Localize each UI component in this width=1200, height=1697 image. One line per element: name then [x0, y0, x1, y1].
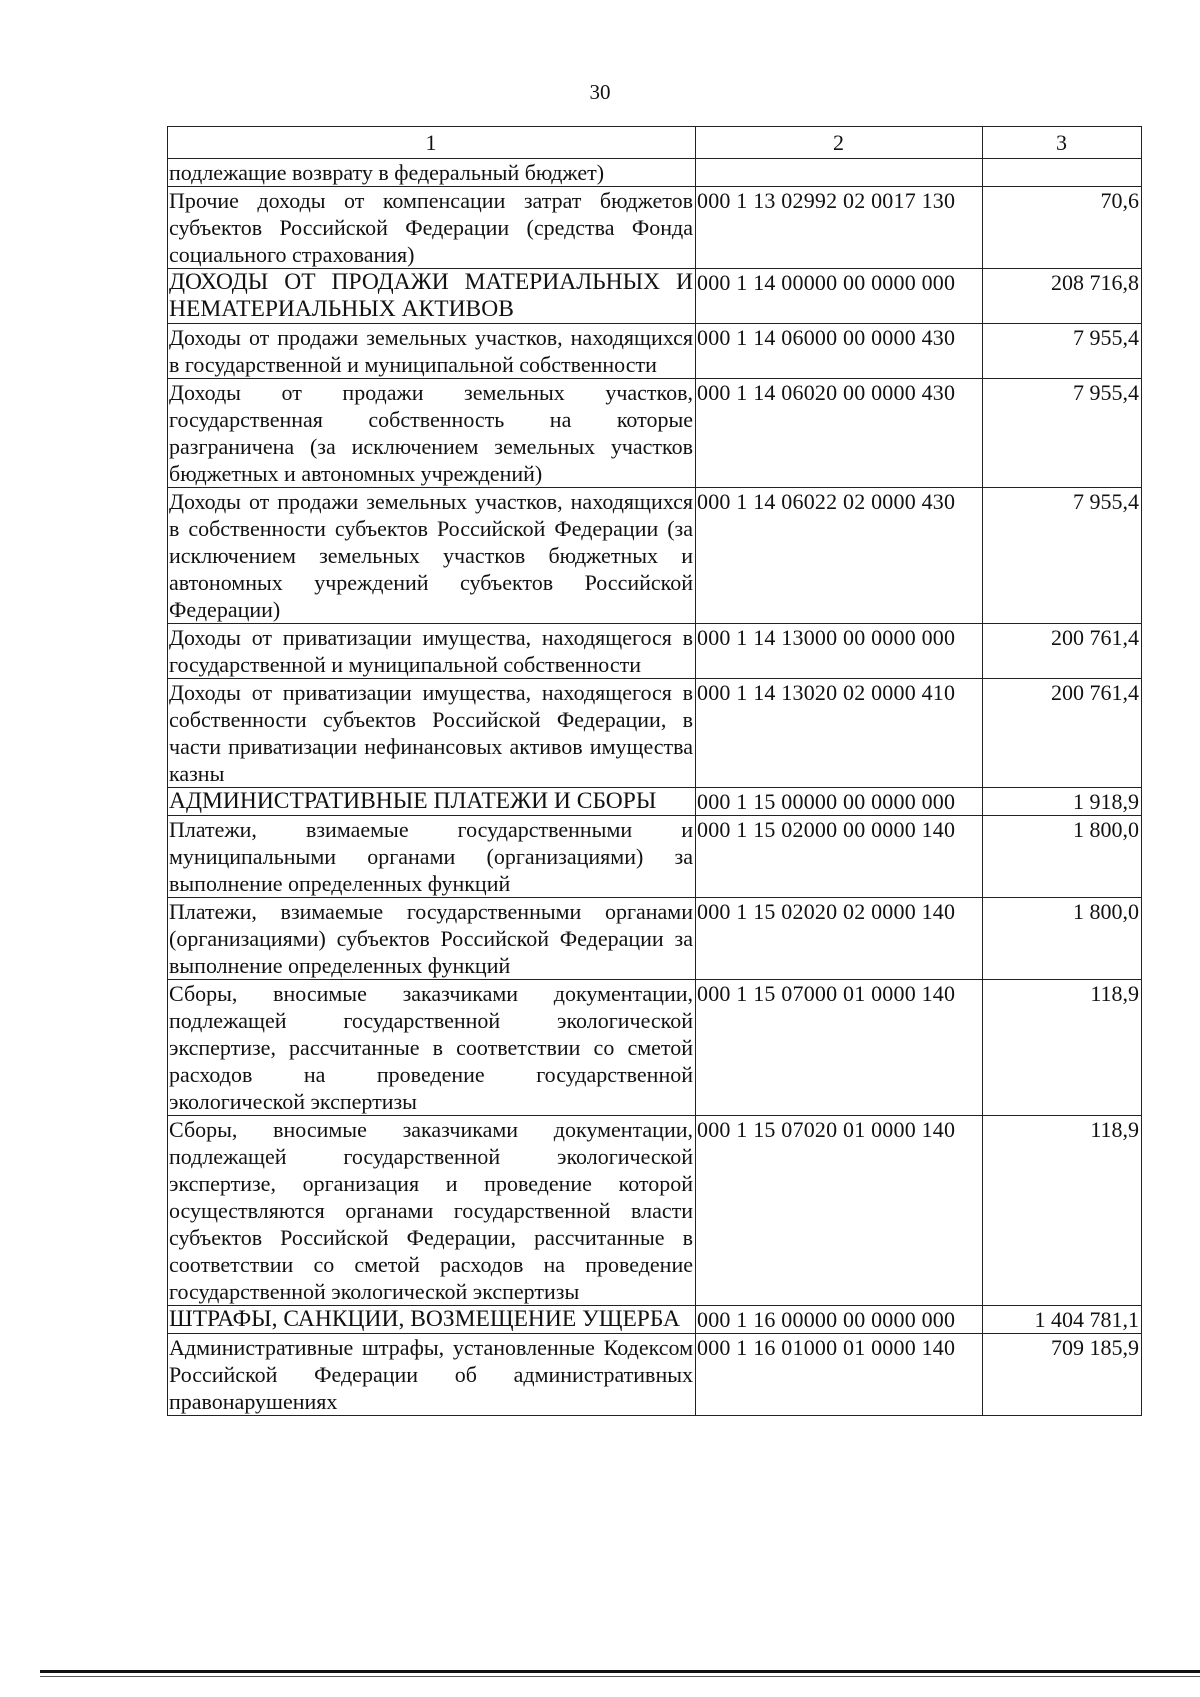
table-row: [168, 1334, 1142, 1416]
budget-code-cell: 000 1 15 02020 02 0000 140: [696, 898, 983, 980]
amount-cell: [983, 159, 1142, 187]
revenue-name-cell: Прочие доходы от компенсации затрат бюджетов субъектов Российской Федерации (средства Фонда социального страхования): [168, 187, 696, 269]
revenue-name-cell: Доходы от продажи земельных участков, находящихся в государственной и муниципальной собственности: [168, 324, 696, 379]
header-cell-2: 2: [696, 127, 983, 159]
table-row: [168, 679, 1142, 788]
table-row: [168, 1306, 1142, 1334]
budget-code-cell: 000 1 14 13020 02 0000 410: [696, 679, 983, 788]
budget-code-cell: 000 1 15 00000 00 0000 000: [696, 788, 983, 816]
amount-cell: 200 761,4: [983, 624, 1142, 679]
amount-cell: 1 800,0: [983, 816, 1142, 898]
revenue-name-cell: Доходы от приватизации имущества, находящегося в собственности субъектов Российской Федерации, в части приватизации нефинансовых активов имущества казны: [168, 679, 696, 788]
revenue-name-cell: Доходы от продажи земельных участков, находящихся в собственности субъектов Российской Федерации (за исключением земельных участков бюджетных и автономных учреждений субъектов Российской Федерации): [168, 488, 696, 624]
budget-code-cell: 000 1 14 06020 00 0000 430: [696, 379, 983, 488]
table-row: [168, 816, 1142, 898]
table-row: [168, 1116, 1142, 1306]
table-row: [168, 488, 1142, 624]
amount-cell: 709 185,9: [983, 1334, 1142, 1416]
budget-code-cell: 000 1 14 06022 02 0000 430: [696, 488, 983, 624]
table-row: [168, 379, 1142, 488]
table-row: [168, 269, 1142, 324]
budget-code-cell: 000 1 14 06000 00 0000 430: [696, 324, 983, 379]
amount-cell: 118,9: [983, 980, 1142, 1116]
header-cell-1: 1: [168, 127, 696, 159]
budget-code-cell: 000 1 16 01000 01 0000 140: [696, 1334, 983, 1416]
revenue-name-cell: Административные штрафы, установленные Кодексом Российской Федерации об административных правонарушениях: [168, 1334, 696, 1416]
amount-cell: 7 955,4: [983, 379, 1142, 488]
amount-cell: 1 918,9: [983, 788, 1142, 816]
revenue-table-body: [168, 127, 1142, 1416]
revenue-name-cell: Платежи, взимаемые государственными органами (организациями) субъектов Российской Федерации за выполнение определенных функций: [168, 898, 696, 980]
amount-cell: 118,9: [983, 1116, 1142, 1306]
revenue-name-cell: ДОХОДЫ ОТ ПРОДАЖИ МАТЕРИАЛЬНЫХ И НЕМАТЕРИАЛЬНЫХ АКТИВОВ: [168, 269, 696, 324]
amount-cell: 70,6: [983, 187, 1142, 269]
table-row: [168, 788, 1142, 816]
table-row: [168, 980, 1142, 1116]
revenue-name-cell: Сборы, вносимые заказчиками документации, подлежащей государственной экологической экспертизе, организация и проведение которой осуществляются органами государственной власти субъектов Российской Федерации, рассчитанные в соответствии со сметой расходов на проведение государственной экологической экспертизы: [168, 1116, 696, 1306]
amount-cell: 7 955,4: [983, 488, 1142, 624]
revenue-name-cell: Сборы, вносимые заказчиками документации, подлежащей государственной экологической экспертизе, рассчитанные в соответствии со сметой расходов на проведение государственной экологической экспертизы: [168, 980, 696, 1116]
budget-code-cell: 000 1 13 02992 02 0017 130: [696, 187, 983, 269]
amount-cell: 1 404 781,1: [983, 1306, 1142, 1334]
revenue-name-cell: подлежащие возврату в федеральный бюджет): [168, 159, 696, 187]
footer-rule: [40, 1670, 1200, 1673]
page-number: 30: [589, 80, 611, 104]
footer-rule-thin: [40, 1676, 1200, 1677]
revenue-name-cell: Доходы от приватизации имущества, находящегося в государственной и муниципальной собственности: [168, 624, 696, 679]
budget-code-cell: 000 1 15 07020 01 0000 140: [696, 1116, 983, 1306]
table-row: [168, 187, 1142, 269]
budget-code-cell: 000 1 15 02000 00 0000 140: [696, 816, 983, 898]
table-header-row: [168, 127, 1142, 159]
amount-cell: 1 800,0: [983, 898, 1142, 980]
budget-code-cell: 000 1 14 13000 00 0000 000: [696, 624, 983, 679]
revenue-name-cell: АДМИНИСТРАТИВНЫЕ ПЛАТЕЖИ И СБОРЫ: [168, 788, 696, 816]
revenue-table: [167, 126, 1142, 1416]
amount-cell: 7 955,4: [983, 324, 1142, 379]
revenue-name-cell: ШТРАФЫ, САНКЦИИ, ВОЗМЕЩЕНИЕ УЩЕРБА: [168, 1306, 696, 1334]
budget-code-cell: [696, 159, 983, 187]
budget-code-cell: 000 1 15 07000 01 0000 140: [696, 980, 983, 1116]
table-row: [168, 898, 1142, 980]
table-row: [168, 624, 1142, 679]
revenue-name-cell: Платежи, взимаемые государственными и муниципальными органами (организациями) за выполнение определенных функций: [168, 816, 696, 898]
amount-cell: 208 716,8: [983, 269, 1142, 324]
budget-code-cell: 000 1 16 00000 00 0000 000: [696, 1306, 983, 1334]
table-row: [168, 324, 1142, 379]
amount-cell: 200 761,4: [983, 679, 1142, 788]
revenue-name-cell: Доходы от продажи земельных участков, государственная собственность на которые разграничена (за исключением земельных участков бюджетных и автономных учреждений): [168, 379, 696, 488]
budget-code-cell: 000 1 14 00000 00 0000 000: [696, 269, 983, 324]
table-row: [168, 159, 1142, 187]
header-cell-3: 3: [983, 127, 1142, 159]
